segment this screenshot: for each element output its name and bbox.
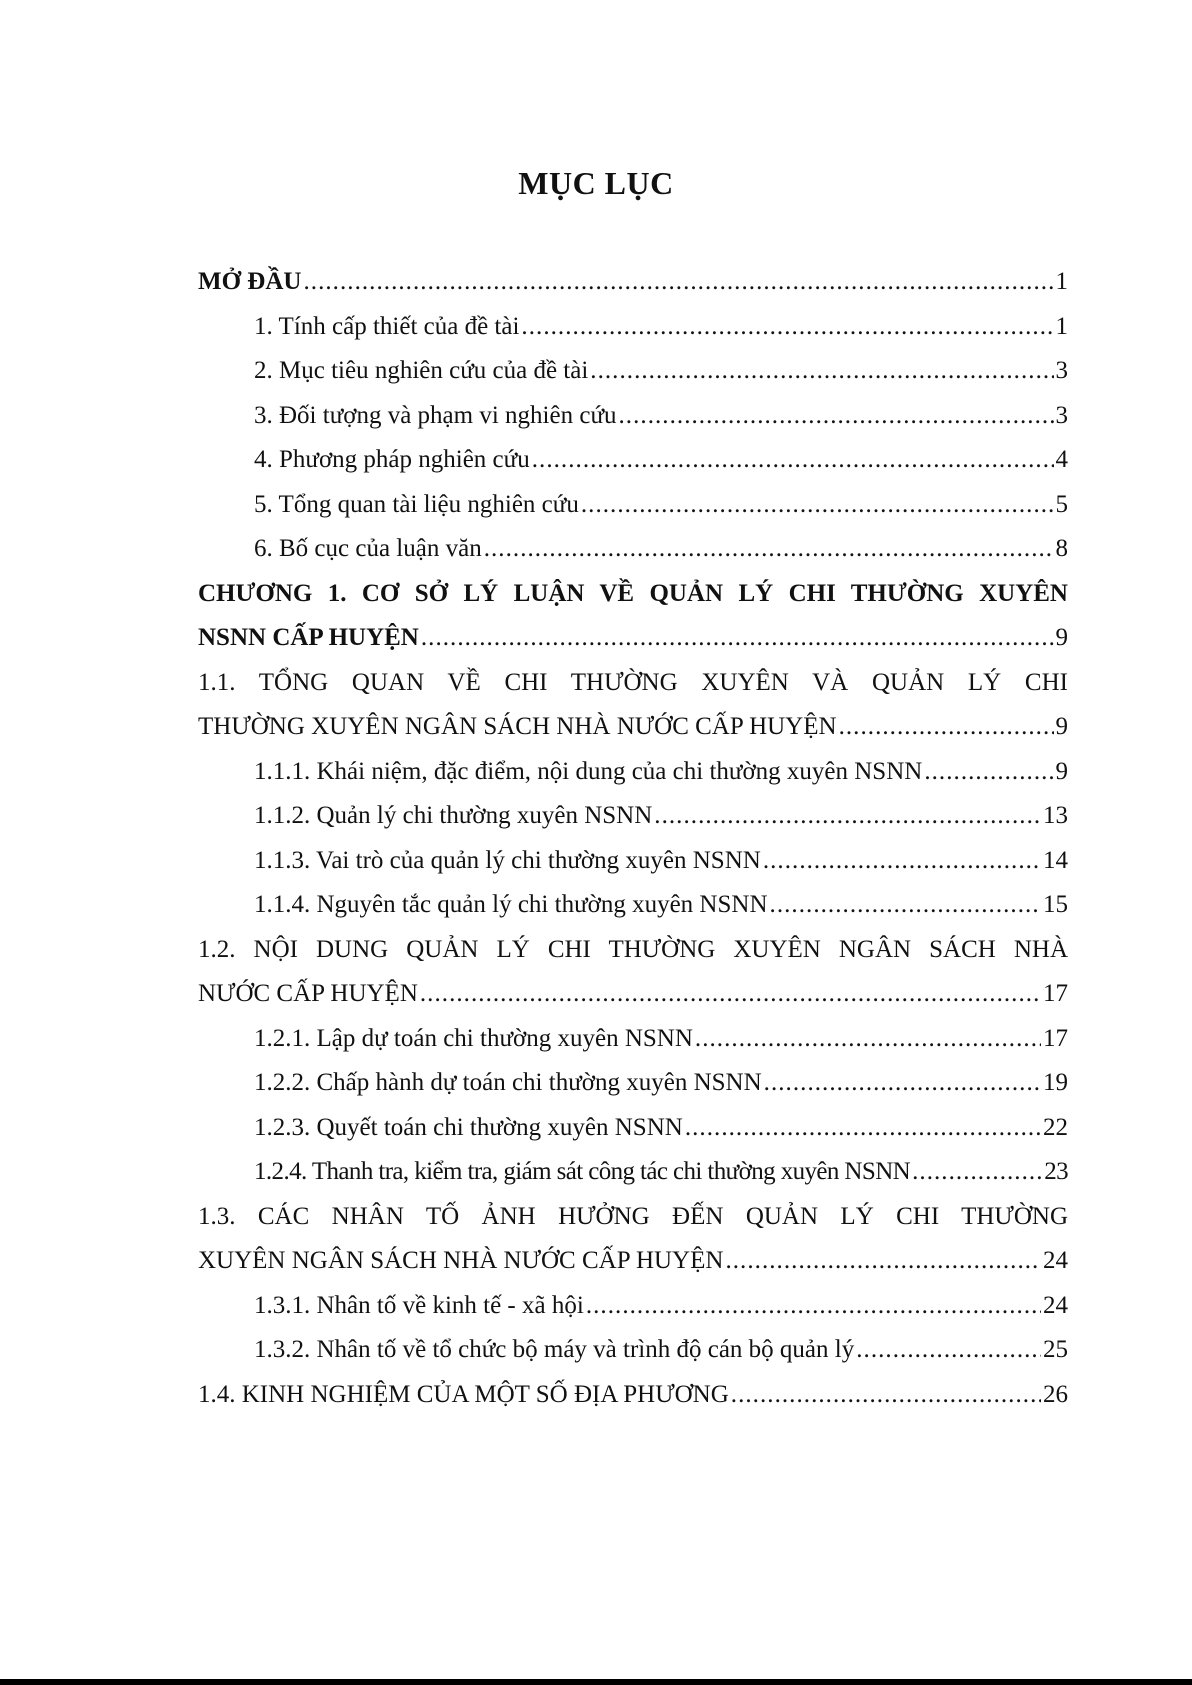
leader-dots xyxy=(685,1112,1041,1144)
table-of-contents xyxy=(198,266,1068,1423)
toc-page-number: 24 xyxy=(1043,1291,1068,1319)
leader-dots xyxy=(912,1156,1042,1188)
toc-entry-1-3-2[interactable] xyxy=(198,1334,1068,1366)
leader-dots xyxy=(590,355,1053,387)
bottom-edge-bar xyxy=(0,1679,1192,1685)
toc-entry-1-1-4[interactable] xyxy=(198,889,1068,921)
leader-dots xyxy=(619,400,1054,432)
leader-dots xyxy=(695,1023,1041,1055)
leader-dots xyxy=(725,1245,1041,1277)
toc-page-number: 17 xyxy=(1043,1024,1068,1052)
leader-dots xyxy=(839,711,1054,743)
toc-entry-4[interactable] xyxy=(198,444,1068,476)
toc-entry-1[interactable] xyxy=(198,311,1068,343)
leader-dots xyxy=(484,533,1054,565)
leader-dots xyxy=(924,756,1053,788)
toc-entry-label: 1.2.4. Thanh tra, kiểm tra, giám sát công tác chi thường xuyên NSNN xyxy=(254,1158,911,1185)
toc-entry-mo-dau[interactable] xyxy=(198,266,1068,298)
leader-dots xyxy=(420,978,1041,1010)
leader-dots xyxy=(731,1379,1041,1411)
leader-dots xyxy=(856,1334,1041,1366)
toc-entry-1-3-line-1[interactable] xyxy=(198,1201,1068,1233)
toc-entry-1-2-line-2[interactable] xyxy=(198,978,1068,1010)
toc-page-number: 25 xyxy=(1043,1336,1068,1363)
toc-entry-label: 1.2.2. Chấp hành dự toán chi thường xuyên NSNN xyxy=(254,1069,762,1096)
toc-entry-label: 6. Bố cục của luận văn xyxy=(254,535,482,562)
leader-dots xyxy=(421,622,1054,654)
toc-page-number: 1 xyxy=(1055,312,1068,340)
toc-page-number: 9 xyxy=(1055,624,1068,651)
toc-entry-label: THƯỜNG XUYÊN NGÂN SÁCH NHÀ NƯỚC CẤP HUYỆN xyxy=(198,713,837,740)
toc-entry-label: 1.3. CÁC NHÂN TỐ ẢNH HƯỞNG ĐẾN QUẢN LÝ CHI THƯỜNG xyxy=(198,1202,1068,1230)
toc-page-number: 17 xyxy=(1043,980,1068,1007)
toc-entry-1-3-line-2[interactable] xyxy=(198,1245,1068,1277)
toc-entry-label: 3. Đối tượng và phạm vi nghiên cứu xyxy=(254,401,617,429)
toc-entry-1-3-1[interactable] xyxy=(198,1290,1068,1322)
toc-page-number: 24 xyxy=(1043,1247,1068,1274)
toc-page-number: 26 xyxy=(1043,1380,1068,1408)
toc-entry-label: XUYÊN NGÂN SÁCH NHÀ NƯỚC CẤP HUYỆN xyxy=(198,1247,724,1274)
leader-dots xyxy=(586,1290,1041,1322)
toc-entry-label: 2. Mục tiêu nghiên cứu của đề tài xyxy=(254,357,589,384)
leader-dots xyxy=(532,444,1054,476)
toc-entry-label: MỞ ĐẦU xyxy=(198,268,302,295)
toc-page-number: 23 xyxy=(1044,1158,1068,1185)
toc-entry-5[interactable] xyxy=(198,489,1068,521)
toc-entry-label: 1.1.4. Nguyên tắc quản lý chi thường xuyên NSNN xyxy=(254,891,768,918)
toc-entry-label: 1.1.2. Quản lý chi thường xuyên NSNN xyxy=(254,802,653,829)
toc-entry-label: 1.1.3. Vai trò của quản lý chi thường xuyên NSNN xyxy=(254,846,761,874)
toc-entry-1-1-1[interactable] xyxy=(198,756,1068,788)
toc-entry-label: 1.1.1. Khái niệm, đặc điểm, nội dung của chi thường xuyên NSNN xyxy=(254,757,923,785)
leader-dots xyxy=(581,489,1054,521)
toc-entry-label: 1.3.2. Nhân tố về tổ chức bộ máy và trình độ cán bộ quản lý xyxy=(254,1336,855,1363)
toc-entry-label: 1.4. KINH NGHIỆM CỦA MỘT SỐ ĐỊA PHƯƠNG xyxy=(198,1380,729,1408)
toc-entry-label: NSNN CẤP HUYỆN xyxy=(198,624,419,651)
toc-entry-1-1-2[interactable] xyxy=(198,800,1068,832)
toc-entry-1-2-1[interactable] xyxy=(198,1023,1068,1055)
toc-entry-label: 1.1. TỔNG QUAN VỀ CHI THƯỜNG XUYÊN VÀ QUẢN LÝ CHI xyxy=(198,668,1068,696)
toc-page-number: 14 xyxy=(1043,846,1068,874)
toc-page-number: 3 xyxy=(1055,357,1068,384)
leader-dots xyxy=(764,1067,1041,1099)
toc-entry-label: 1.2.3. Quyết toán chi thường xuyên NSNN xyxy=(254,1113,683,1141)
toc-entry-2[interactable] xyxy=(198,355,1068,387)
toc-page-number: 5 xyxy=(1055,490,1068,518)
toc-page-number: 19 xyxy=(1043,1069,1068,1096)
toc-entry-1-1-line-2[interactable] xyxy=(198,711,1068,743)
toc-entry-label: CHƯƠNG 1. CƠ SỞ LÝ LUẬN VỀ QUẢN LÝ CHI THƯỜNG XUYÊN xyxy=(198,579,1068,607)
leader-dots xyxy=(763,845,1041,877)
toc-entry-6[interactable] xyxy=(198,533,1068,565)
toc-entry-1-2-line-1[interactable] xyxy=(198,934,1068,966)
leader-dots xyxy=(521,311,1053,343)
toc-entry-1-1-3[interactable] xyxy=(198,845,1068,877)
toc-page-number: 13 xyxy=(1043,802,1068,829)
toc-entry-label: 1. Tính cấp thiết của đề tài xyxy=(254,312,520,340)
toc-entry-1-1-line-1[interactable] xyxy=(198,667,1068,699)
toc-page-number: 4 xyxy=(1055,446,1068,473)
toc-page-number: 8 xyxy=(1055,535,1068,562)
toc-entry-1-4[interactable] xyxy=(198,1379,1068,1411)
toc-entry-1-2-2[interactable] xyxy=(198,1067,1068,1099)
toc-entry-chuong-1-line-2[interactable] xyxy=(198,622,1068,654)
toc-entry-1-2-3[interactable] xyxy=(198,1112,1068,1144)
page-title: MỤC LỤC xyxy=(518,165,674,201)
toc-page-number: 15 xyxy=(1043,891,1068,918)
toc-entry-3[interactable] xyxy=(198,400,1068,432)
toc-entry-label: 1.2. NỘI DUNG QUẢN LÝ CHI THƯỜNG XUYÊN NGÂN SÁCH NHÀ xyxy=(198,935,1068,963)
toc-page-number: 22 xyxy=(1043,1113,1068,1141)
toc-page-number: 1 xyxy=(1055,268,1068,295)
toc-page-number: 3 xyxy=(1055,401,1068,429)
toc-entry-chuong-1-line-1[interactable] xyxy=(198,578,1068,610)
toc-entry-label: 1.3.1. Nhân tố về kinh tế - xã hội xyxy=(254,1291,584,1319)
leader-dots xyxy=(303,266,1053,298)
toc-entry-label: NƯỚC CẤP HUYỆN xyxy=(198,980,418,1007)
toc-page-number: 9 xyxy=(1055,757,1068,785)
leader-dots xyxy=(654,800,1041,832)
toc-page-number: 9 xyxy=(1055,713,1068,740)
toc-entry-label: 1.2.1. Lập dự toán chi thường xuyên NSNN xyxy=(254,1024,693,1052)
toc-entry-label: 5. Tổng quan tài liệu nghiên cứu xyxy=(254,490,579,518)
leader-dots xyxy=(770,889,1041,921)
toc-entry-1-2-4[interactable] xyxy=(198,1156,1068,1188)
toc-entry-label: 4. Phương pháp nghiên cứu xyxy=(254,446,530,473)
